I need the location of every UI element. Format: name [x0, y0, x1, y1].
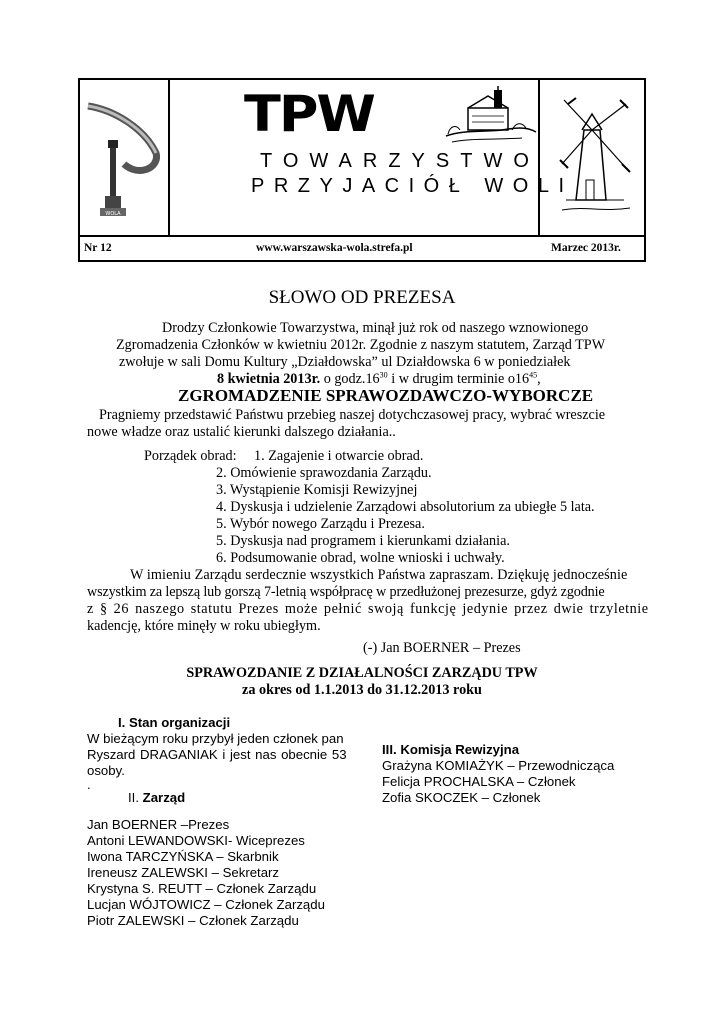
- section-text: Ryszard DRAGANIAK i jest nas obecnie 53: [87, 747, 347, 762]
- letter-paragraph: W imieniu Zarządu serdecznie wszystkich Państwa zapraszam. Dziękuję jednocześnie: [130, 567, 628, 583]
- letter-paragraph: nowe władze oraz ustalić kierunki dalszego działania..: [87, 424, 396, 440]
- letter-paragraph: wszystkim za lepszą lub gorszą 7-letnią współpracę w przedłużonej prezesurze, gdyż zgodnie: [87, 584, 605, 600]
- section-text: .: [87, 777, 91, 792]
- board-member: Lucjan WÓJTOWICZ – Członek Zarządu: [87, 897, 325, 912]
- board-member: Krystyna S. REUTT – Członek Zarządu: [87, 881, 317, 896]
- letter-paragraph: kadencję, które minęły w roku ubiegłym.: [87, 618, 321, 634]
- section-heading: III. Komisja Rewizyjna: [382, 742, 520, 757]
- letter-paragraph: z § 26 naszego statutu Prezes może pełnić swoją funkcję jedynie przez dwie trzyletnie: [87, 601, 649, 617]
- issue-date: Marzec 2013r.: [551, 242, 621, 254]
- meeting-date: 8 kwietnia 2013r.: [217, 371, 321, 387]
- letter-paragraph: zwołuje w sali Domu Kultury „Działdowska” ul Działdowska 6 w poniedziałek: [119, 354, 571, 370]
- board-member: Antoni LEWANDOWSKI- Wiceprezes: [87, 833, 305, 848]
- society-name-line1: TOWARZYSTWO: [260, 150, 540, 172]
- board-member: Ireneusz ZALEWSKI – Sekretarz: [87, 865, 280, 880]
- report-period: za okres od 1.1.2013 do 31.12.2013 roku: [242, 682, 482, 698]
- board-member: Jan BOERNER –Prezes: [87, 817, 230, 832]
- report-title: SPRAWOZDANIE Z DZIAŁALNOŚCI ZARZĄDU TPW: [186, 665, 538, 681]
- agenda-item: 1. Zagajenie i otwarcie obrad.: [254, 448, 424, 464]
- commission-member: Zofia SKOCZEK – Członek: [382, 790, 541, 805]
- church-drawing-icon: [442, 86, 538, 148]
- society-name-line2: PRZYJACIÓŁ WOLI: [251, 175, 574, 197]
- letter-paragraph: Zgromadzenia Członków w kwietniu 2012r. Zgodnie z naszym statutem, Zarząd TPW: [116, 337, 606, 353]
- wola-emblem-icon: [84, 98, 164, 223]
- assembly-heading: ZGROMADZENIE SPRAWOZDAWCZO-WYBORCZE: [178, 386, 594, 405]
- letter-title: SŁOWO OD PREZESA: [268, 287, 456, 308]
- commission-member: Felicja PROCHALSKA – Członek: [382, 774, 576, 789]
- letter-paragraph: Pragniemy przedstawić Państwu przebieg naszej dotychczasowej pracy, wybrać wreszcie: [99, 407, 606, 423]
- agenda-item: 3. Wystąpienie Komisji Rewizyjnej: [216, 482, 418, 498]
- masthead-divider: [168, 80, 170, 235]
- svg-text:WOLA: WOLA: [105, 211, 121, 217]
- letter-paragraph: Drodzy Członkowie Towarzystwa, minął już rok od naszego wznowionego: [162, 320, 589, 336]
- agenda-item: 5. Dyskusja nad programem i kierunkami działania.: [216, 533, 510, 549]
- agenda-item: 5. Wybór nowego Zarządu i Prezesa.: [216, 516, 425, 532]
- section-heading: I. Stan organizacji: [118, 715, 231, 730]
- masthead-divider: [80, 235, 644, 237]
- agenda-item: 2. Omówienie sprawozdania Zarządu.: [216, 465, 432, 481]
- issue-number: Nr 12: [84, 242, 112, 254]
- meeting-date-line: 8 kwietnia 2013r. o $godz.16^{30}$ i w drugim terminie $o16^{45}$,: [217, 370, 541, 387]
- windmill-drawing-icon: [554, 90, 634, 225]
- agenda-label: Porządek obrad:: [144, 448, 237, 464]
- website-link[interactable]: www.warszawska-wola.strefa.pl: [256, 242, 413, 254]
- section-heading: II. Zarząd: [128, 790, 186, 805]
- section-text: osoby.: [87, 763, 125, 778]
- logo-tpw: TPW: [244, 85, 374, 143]
- section-text: W bieżącym roku przybył jeden członek pan: [87, 731, 344, 746]
- commission-member: Grażyna KOMIAŻYK – Przewodnicząca: [382, 758, 615, 773]
- board-member: Iwona TARCZYŃSKA – Skarbnik: [87, 849, 279, 864]
- signature: (-) Jan BOERNER – Prezes: [363, 640, 521, 656]
- masthead-footer: [80, 238, 644, 260]
- agenda-item: 4. Dyskusja i udzielenie Zarządowi absolutorium za ubiegłe 5 lata.: [216, 499, 595, 515]
- board-member: Piotr ZALEWSKI – Członek Zarządu: [87, 913, 299, 928]
- agenda-item: 6. Podsumowanie obrad, wolne wnioski i uchwały.: [216, 550, 505, 566]
- masthead: [78, 78, 646, 262]
